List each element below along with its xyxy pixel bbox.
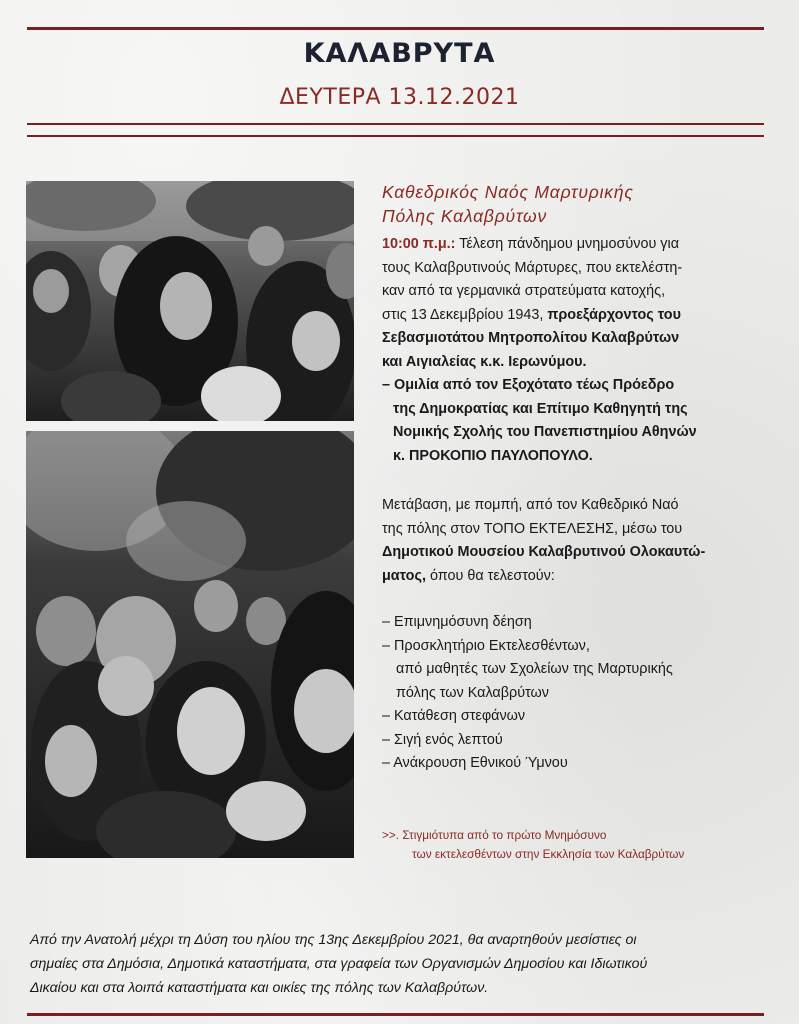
header-rule-upper	[27, 123, 764, 125]
page-title: ΚΑΛΑΒΡΥΤΑ	[303, 38, 496, 69]
memorial-photo-bottom	[26, 431, 354, 858]
memorial-photo-top	[26, 181, 354, 421]
memorial-line-5: Σεβασμιοτάτου Μητροπολίτου Καλαβρύτων	[382, 330, 680, 346]
procession-line-4-plain: όπου θα τελεστούν:	[429, 567, 555, 584]
top-rule	[27, 27, 764, 30]
list-item: – Σιγή ενός λεπτού	[382, 731, 503, 748]
speech-line-4: κ. ΠΡΟΚΟΠΙΟ ΠΑΥΛΟΠΟΥΛΟ.	[393, 447, 593, 464]
caption-line-1: >>. Στιγμιότυπα από το πρώτο Μνημόσυνο	[382, 828, 607, 842]
list-item: πόλης των Καλαβρύτων	[396, 684, 549, 701]
flag-notice-line-2: σημαίες στα Δημόσια, Δημοτικά καταστήματα, στα γραφεία των Οργανισμών Δημοσίου και Ιδιωτικού	[30, 956, 648, 972]
procession-line-3: Δημοτικού Μουσείου Καλαβρυτινού Ολοκαυτώ-	[382, 544, 706, 560]
memorial-line-1: Τέλεση πάνδημου μνημοσύνου για	[459, 236, 680, 252]
caption-line-2: των εκτελεσθέντων στην Εκκλησία των Καλαβρύτων	[412, 847, 685, 861]
memorial-time: 10:00 π.μ.:	[382, 236, 456, 252]
speech-line-3: Νομικής Σχολής του Πανεπιστημίου Αθηνών	[393, 424, 697, 440]
procession-line-4-bold: ματος,	[382, 567, 426, 584]
event-date: ΔΕΥΤΕΡΑ 13.12.2021	[279, 85, 520, 110]
photo-caption	[382, 826, 762, 864]
bottom-rule	[27, 1013, 764, 1016]
flag-notice-line-1: Από την Ανατολή μέχρι τη Δύση του ηλίου της 13ης Δεκεμβρίου 2021, θα αναρτηθούν μεσίστιες οι	[30, 932, 637, 948]
venue-line-2: Πόλης Καλαβρύτων	[382, 206, 548, 226]
flag-notice	[30, 928, 770, 1000]
venue-line-1: Καθεδρικός Ναός Μαρτυρικής	[382, 182, 634, 202]
memorial-line-2: τους Καλαβρυτινούς Μάρτυρες, που εκτελέστη-	[382, 259, 683, 276]
list-item: από μαθητές των Σχολείων της Μαρτυρικής	[396, 661, 673, 677]
memorial-line-4-plain: στις 13 Δεκεμβρίου 1943,	[382, 306, 544, 323]
flag-notice-line-3: Δικαίου και στα λοιπά καταστήματα και οικίες της πόλης των Καλαβρύτων.	[30, 980, 489, 996]
procession-paragraph	[382, 494, 762, 588]
procession-line-1: Μετάβαση, με πομπή, από τον Καθεδρικό Ναό	[382, 497, 679, 513]
speech-line-2: της Δημοκρατίας και Επίτιμο Καθηγητή της	[393, 400, 688, 417]
events-list	[382, 611, 762, 776]
list-item: – Προσκλητήριο Εκτελεσθέντων,	[382, 637, 590, 654]
speech-line-1: – Ομιλία από τον Εξοχότατο τέως Πρόεδρο	[382, 377, 675, 393]
header-rule-lower	[27, 135, 764, 137]
procession-line-2: της πόλης στον ΤΟΠΟ ΕΚΤΕΛΕΣΗΣ, μέσω του	[382, 520, 683, 537]
memorial-line-3: καν από τα γερμανικά στρατεύματα κατοχής,	[382, 283, 666, 299]
venue-heading	[382, 180, 772, 228]
memorial-paragraph	[382, 233, 762, 468]
memorial-line-4-bold: προεξάρχοντος του	[547, 306, 681, 323]
list-item: – Ανάκρουση Εθνικού Ύμνου	[382, 755, 568, 771]
memorial-line-6: και Αιγιαλείας κ.κ. Ιερωνύμου.	[382, 353, 587, 370]
list-item: – Επιμνημόσυνη δέηση	[382, 614, 532, 630]
list-item: – Κατάθεση στεφάνων	[382, 708, 526, 724]
